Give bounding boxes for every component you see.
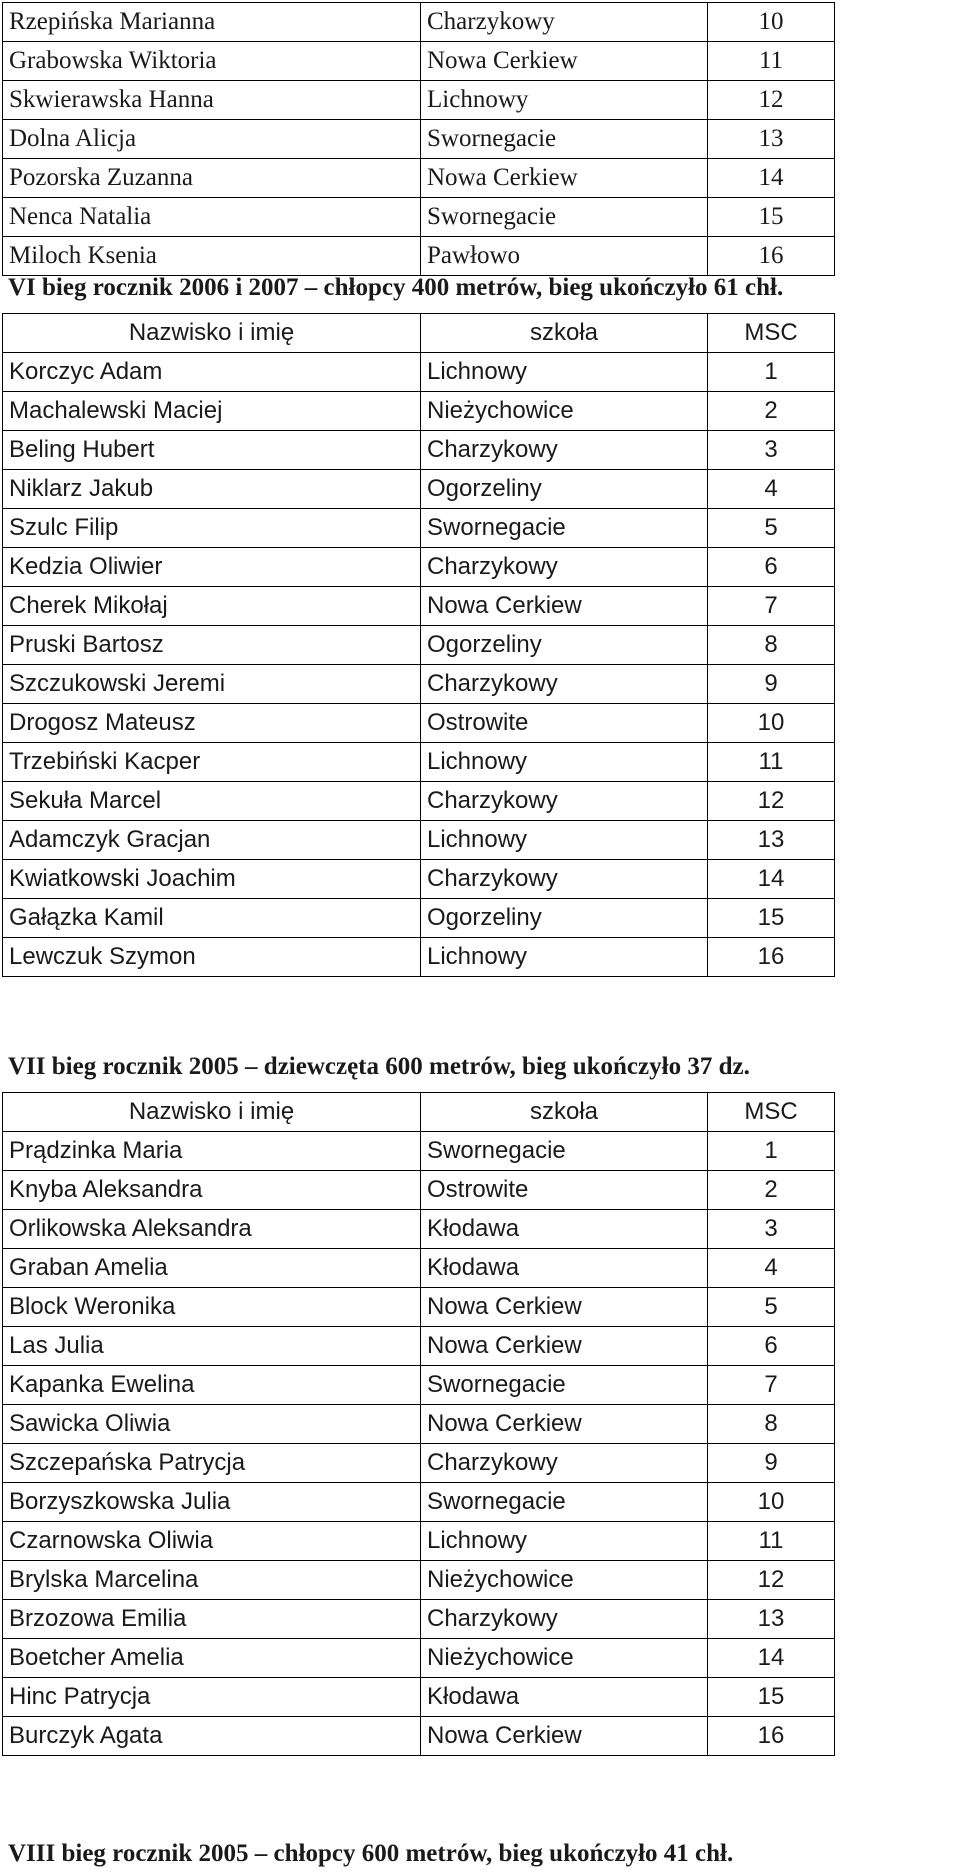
cell-name: Trzebiński Kacper [3,743,421,782]
cell-school: Ostrowite [421,704,708,743]
cell-name: Lewczuk Szymon [3,938,421,977]
table-row [3,1522,835,1561]
cell-place: 13 [708,1600,835,1639]
cell-school: Pawłowo [421,237,708,276]
cell-place: 14 [708,1639,835,1678]
cell-name: Knyba Aleksandra [3,1171,421,1210]
cell-place: 10 [708,3,835,42]
table-row [3,743,835,782]
cell-school: Swornegacie [421,1132,708,1171]
cell-name: Szczepańska Patrycja [3,1444,421,1483]
table-row [3,470,835,509]
cell-school: Charzykowy [421,1444,708,1483]
table-row [3,42,835,81]
section-heading-vi: VI bieg rocznik 2006 i 2007 – chłopcy 400 metrów, bieg ukończyło 61 chł. [8,274,784,301]
cell-school: Swornegacie [421,198,708,237]
cell-school: Swornegacie [421,509,708,548]
cell-place: 1 [708,1132,835,1171]
cell-name: Beling Hubert [3,431,421,470]
cell-place: 16 [708,237,835,276]
table-row [3,1561,835,1600]
cell-name: Graban Amelia [3,1249,421,1288]
cell-place: 15 [708,899,835,938]
table-row [3,1405,835,1444]
column-header-school: szkoła [421,1093,708,1132]
cell-name: Czarnowska Oliwia [3,1522,421,1561]
cell-school: Nowa Cerkiew [421,587,708,626]
cell-name: Borzyszkowska Julia [3,1483,421,1522]
cell-name: Drogosz Mateusz [3,704,421,743]
cell-school: Charzykowy [421,665,708,704]
cell-name: Hinc Patrycja [3,1678,421,1717]
cell-place: 6 [708,1327,835,1366]
column-header-place: MSC [708,314,835,353]
cell-place: 5 [708,509,835,548]
cell-name: Pruski Bartosz [3,626,421,665]
cell-name: Kapanka Ewelina [3,1366,421,1405]
cell-place: 3 [708,431,835,470]
cell-place: 15 [708,1678,835,1717]
cell-school: Lichnowy [421,81,708,120]
cell-name: Las Julia [3,1327,421,1366]
cell-place: 12 [708,782,835,821]
table-row [3,353,835,392]
cell-place: 8 [708,626,835,665]
cell-name: Machalewski Maciej [3,392,421,431]
cell-school: Charzykowy [421,431,708,470]
cell-name: Dolna Alicja [3,120,421,159]
cell-school: Charzykowy [421,1600,708,1639]
cell-school: Kłodawa [421,1249,708,1288]
cell-school: Charzykowy [421,3,708,42]
cell-school: Kłodawa [421,1210,708,1249]
cell-school: Nowa Cerkiew [421,1405,708,1444]
table-row [3,120,835,159]
table-row [3,548,835,587]
cell-place: 2 [708,392,835,431]
table-row [3,665,835,704]
table-row [3,198,835,237]
cell-name: Sekuła Marcel [3,782,421,821]
table-row [3,938,835,977]
cell-school: Nieżychowice [421,1639,708,1678]
cell-place: 14 [708,860,835,899]
cell-place: 1 [708,353,835,392]
cell-place: 13 [708,120,835,159]
table-row [3,1366,835,1405]
cell-name: Kwiatkowski Joachim [3,860,421,899]
cell-place: 9 [708,665,835,704]
cell-name: Boetcher Amelia [3,1639,421,1678]
cell-school: Swornegacie [421,1366,708,1405]
results-table-vii [2,1092,835,1756]
cell-name: Brzozowa Emilia [3,1600,421,1639]
cell-school: Nowa Cerkiew [421,1327,708,1366]
table-row [3,1483,835,1522]
cell-place: 16 [708,1717,835,1756]
cell-name: Miloch Ksenia [3,237,421,276]
cell-place: 10 [708,704,835,743]
cell-school: Swornegacie [421,120,708,159]
cell-place: 12 [708,81,835,120]
cell-name: Gałązka Kamil [3,899,421,938]
cell-place: 15 [708,198,835,237]
table-row [3,899,835,938]
cell-name: Brylska Marcelina [3,1561,421,1600]
cell-school: Ogorzeliny [421,899,708,938]
table-row [3,1249,835,1288]
cell-name: Niklarz Jakub [3,470,421,509]
table-row [3,1444,835,1483]
table-header-row [3,1093,835,1132]
cell-name: Kedzia Oliwier [3,548,421,587]
cell-school: Lichnowy [421,743,708,782]
table-row [3,1210,835,1249]
table-row [3,509,835,548]
table-row [3,1600,835,1639]
table-row [3,1327,835,1366]
cell-place: 4 [708,470,835,509]
column-header-school: szkoła [421,314,708,353]
cell-place: 11 [708,743,835,782]
table-row [3,860,835,899]
cell-school: Swornegacie [421,1483,708,1522]
cell-school: Ogorzeliny [421,626,708,665]
table-row [3,1132,835,1171]
table-row [3,159,835,198]
cell-place: 7 [708,1366,835,1405]
table-row [3,3,835,42]
cell-school: Ogorzeliny [421,470,708,509]
cell-place: 10 [708,1483,835,1522]
cell-school: Nieżychowice [421,392,708,431]
cell-place: 8 [708,1405,835,1444]
cell-name: Orlikowska Aleksandra [3,1210,421,1249]
cell-place: 2 [708,1171,835,1210]
cell-name: Szulc Filip [3,509,421,548]
table-row [3,626,835,665]
cell-name: Grabowska Wiktoria [3,42,421,81]
cell-school: Lichnowy [421,938,708,977]
column-header-name: Nazwisko i imię [3,314,421,353]
cell-school: Lichnowy [421,1522,708,1561]
cell-name: Skwierawska Hanna [3,81,421,120]
cell-name: Nenca Natalia [3,198,421,237]
cell-name: Szczukowski Jeremi [3,665,421,704]
cell-name: Burczyk Agata [3,1717,421,1756]
table-row [3,1717,835,1756]
cell-school: Charzykowy [421,782,708,821]
table-header-row [3,314,835,353]
cell-name: Sawicka Oliwia [3,1405,421,1444]
cell-school: Nowa Cerkiew [421,1717,708,1756]
cell-school: Nowa Cerkiew [421,159,708,198]
cell-place: 14 [708,159,835,198]
cell-place: 4 [708,1249,835,1288]
cell-place: 13 [708,821,835,860]
results-table-vi [2,313,835,977]
cell-place: 11 [708,42,835,81]
cell-name: Block Weronika [3,1288,421,1327]
table-row [3,821,835,860]
table-row [3,1678,835,1717]
results-table-continued [2,2,835,276]
cell-name: Cherek Mikołaj [3,587,421,626]
cell-place: 7 [708,587,835,626]
section-heading-vii: VII bieg rocznik 2005 – dziewczęta 600 metrów, bieg ukończyło 37 dz. [8,1053,750,1080]
table-row [3,81,835,120]
table-row [3,1639,835,1678]
cell-place: 16 [708,938,835,977]
table-row [3,392,835,431]
table-row [3,704,835,743]
column-header-place: MSC [708,1093,835,1132]
cell-place: 3 [708,1210,835,1249]
table-row [3,1171,835,1210]
cell-school: Nowa Cerkiew [421,42,708,81]
table-row [3,237,835,276]
cell-place: 9 [708,1444,835,1483]
cell-name: Rzepińska Marianna [3,3,421,42]
cell-place: 12 [708,1561,835,1600]
cell-place: 5 [708,1288,835,1327]
table-row [3,587,835,626]
cell-name: Adamczyk Gracjan [3,821,421,860]
table-row [3,782,835,821]
cell-place: 11 [708,1522,835,1561]
cell-school: Nieżychowice [421,1561,708,1600]
cell-school: Charzykowy [421,860,708,899]
cell-school: Lichnowy [421,353,708,392]
cell-school: Nowa Cerkiew [421,1288,708,1327]
cell-school: Charzykowy [421,548,708,587]
cell-school: Ostrowite [421,1171,708,1210]
column-header-name: Nazwisko i imię [3,1093,421,1132]
table-row [3,431,835,470]
section-heading-viii: VIII bieg rocznik 2005 – chłopcy 600 metrów, bieg ukończyło 41 chł. [8,1840,734,1867]
cell-name: Pozorska Zuzanna [3,159,421,198]
cell-school: Lichnowy [421,821,708,860]
cell-name: Prądzinka Maria [3,1132,421,1171]
table-row [3,1288,835,1327]
cell-place: 6 [708,548,835,587]
cell-school: Kłodawa [421,1678,708,1717]
cell-name: Korczyc Adam [3,353,421,392]
